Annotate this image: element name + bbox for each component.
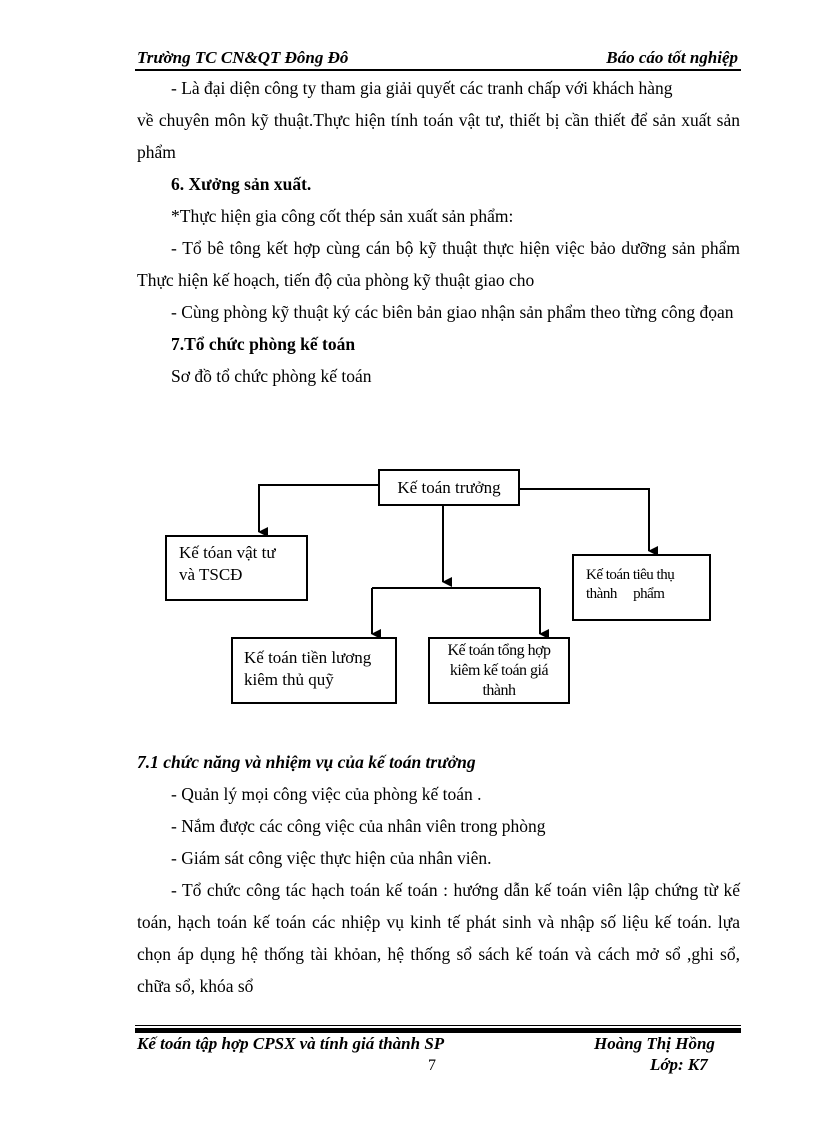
footer-topic: Kế toán tập hợp CPSX và tính giá thành SP [137, 1034, 445, 1053]
payroll-accountant-line1: Kế toán tiền lương [244, 648, 372, 667]
section6-heading: 6. Xưởng sản xuất. [171, 174, 312, 194]
connector-to-sales [520, 489, 649, 551]
page-number: 7 [428, 1057, 436, 1074]
section7-heading: 7.Tổ chức phòng kế toán [171, 334, 356, 354]
general-accountant-line2: kiêm kế toán giá [449, 662, 549, 679]
general-accountant-box [428, 637, 570, 704]
materials-accountant-line2: và TSCĐ [179, 565, 243, 584]
intro-rest: về chuyên môn kỹ thuật.Thực hiện tính toán vật tư, thiết bị cần thiết để sản xuất sản phẩm [137, 110, 740, 162]
section71-item: - Quản lý mọi công việc của phòng kế toán . [171, 784, 482, 804]
general-accountant-line3: thành [482, 682, 516, 699]
connector-to-materials [259, 485, 378, 532]
header-school: Trường TC CN&QT Đông Đô [137, 48, 349, 67]
section6-item: - Tổ bê tông kết hợp cùng cán bộ kỹ thuật thực hiện việc bảo dưỡng sản phẩm Thực hiện kế hoạch, tiến độ của phòng kỹ thuật giao cho [137, 238, 740, 290]
chief-accountant-label: Kế toán trưởng [397, 478, 501, 497]
payroll-accountant-box [231, 637, 397, 704]
sales-accountant-box [572, 554, 711, 621]
upper-content [137, 72, 740, 392]
lower-content [137, 746, 740, 1002]
header-rule [135, 69, 741, 71]
intro-line1: - Là đại diện công ty tham gia giải quyết các tranh chấp với khách hàng [171, 78, 673, 98]
section71-item: - Nắm được các công việc của nhân viên trong phòng [171, 816, 546, 836]
section71-item: - Tổ chức công tác hạch toán kế toán : hướng dẫn kế toán viên lập chứng từ kế toán, hạch toán kế toán các nhiệp vụ kinh tế phát sinh và nhập số liệu kế toán. lựa chọn áp dụng hệ thống tài khỏan, hệ thống sổ sách kế toán và cách mở sổ ,ghi sổ, chữa sổ, khóa sổ [137, 880, 740, 996]
diagram-caption: Sơ đồ tổ chức phòng kế toán [171, 366, 372, 386]
materials-accountant-box [165, 535, 308, 601]
payroll-accountant-line2: kiêm thủ quỹ [244, 670, 334, 689]
chief-accountant-box [378, 469, 520, 506]
section6-item: *Thực hiện gia công cốt thép sản xuất sản phẩm: [171, 206, 514, 226]
sales-accountant-line1: Kế toán tiêu thụ [586, 567, 675, 583]
header-report-title: Báo cáo tốt nghiệp [606, 48, 738, 67]
materials-accountant-line1: Kế tóan vật tư [179, 543, 276, 562]
general-accountant-line1: Kế toán tổng hợp [447, 642, 551, 659]
section71-item: - Giám sát công việc thực hiện của nhân viên. [171, 848, 492, 868]
footer-rule [135, 1028, 741, 1033]
footer-author: Hoàng Thị Hồng [594, 1034, 715, 1053]
section71-heading: 7.1 chức năng và nhiệm vụ của kế toán trưởng [137, 752, 476, 772]
footer-class: Lớp: K7 [650, 1055, 708, 1074]
sales-accountant-line2: thành phẩm [586, 586, 665, 602]
section6-item: - Cùng phòng kỹ thuật ký các biên bản giao nhận sản phẩm theo từng công đọan [171, 302, 734, 322]
footer-rule-thin [135, 1025, 741, 1026]
